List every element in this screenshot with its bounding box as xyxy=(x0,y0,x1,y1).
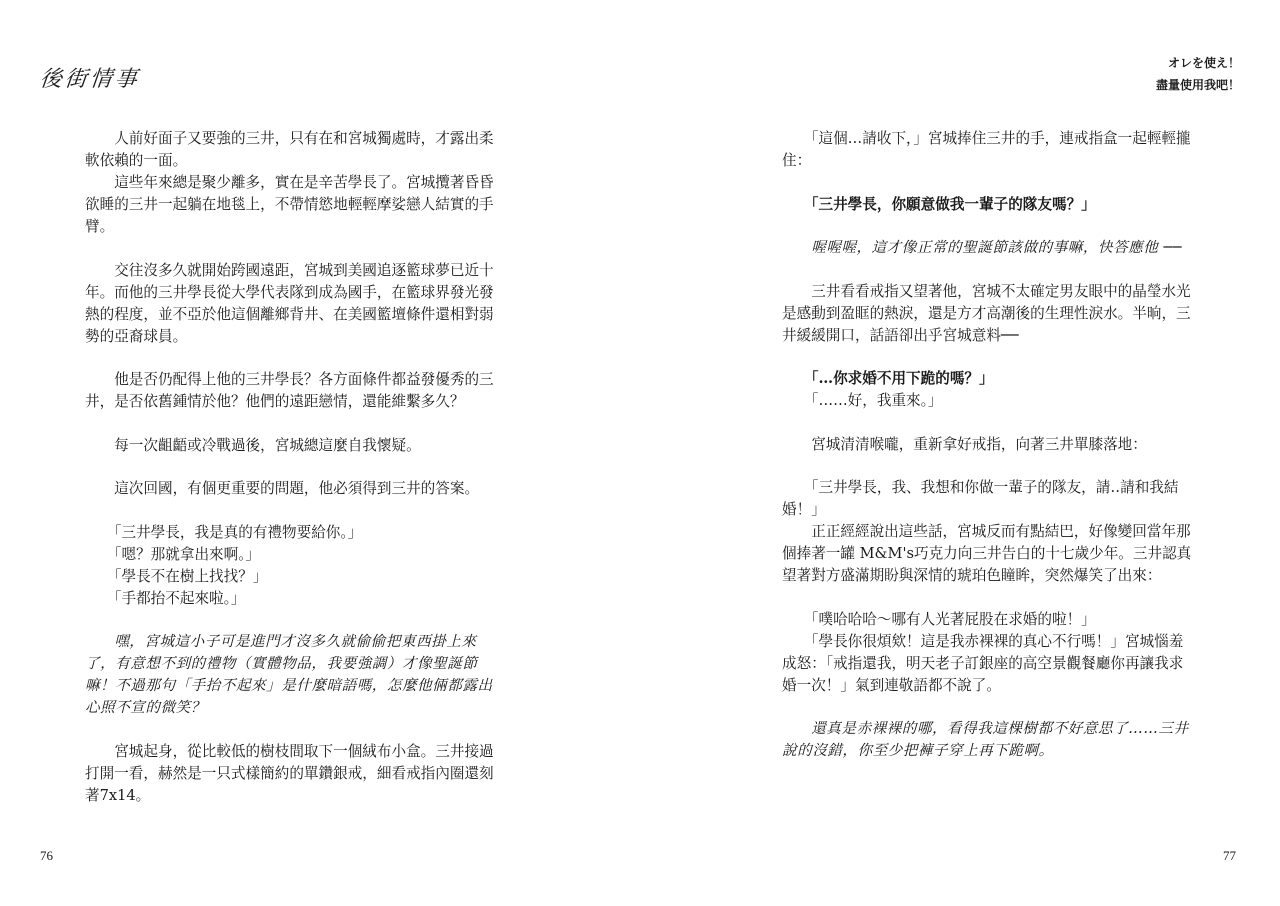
dialogue-line: 「三井學長，你願意做我一輩子的隊友嗎？」 xyxy=(803,195,1096,213)
paragraph: 交往沒多久就開始跨國遠距，宮城到美國追逐籃球夢已近十年。而他的三井學長從大學代表隊到成為國手，在籃球界發光發熱的程度，並不亞於他這個離鄉背井、在美國籃壇條件還相對弱勢的亞裔球員。 xyxy=(85,261,494,345)
dialogue-line: 「嗯？那就拿出來啊。」 xyxy=(106,545,261,563)
narrator-aside: 喔喔喔，這才像正常的聖誕節該做的事嘛，快答應他 ── xyxy=(811,239,1183,256)
header-chinese-title: 盡量使用我吧！ xyxy=(1155,78,1240,92)
book-logo: 後街情事 xyxy=(38,67,142,92)
right-page xyxy=(640,0,1280,906)
paragraph: 這次回國，有個更重要的問題，他必須得到三井的答案。 xyxy=(114,480,480,497)
paragraph: 宮城清清喉嚨，重新拿好戒指，向著三井單膝落地： xyxy=(811,435,1147,453)
paragraph: 三井看看戒指又望著他，宮城不太確定男友眼中的晶瑩水光是感動到盈眶的熱淚，還是方才高潮後的生理性淚水。半晌，三井緩緩開口，話語卻出乎宮城意料── xyxy=(782,282,1191,344)
dialogue-line: 「噗哈哈哈～哪有人光著屁股在求婚的啦！」 xyxy=(803,610,1096,628)
paragraph: 「這個…請收下，」宮城捧住三井的手，連戒指盒一起輕輕攏住： xyxy=(782,130,1191,169)
running-header xyxy=(1156,52,1240,96)
right-page-text xyxy=(782,128,1196,762)
dialogue-line: 「三井學長，我、我想和你做一輩子的隊友，請‥請和我結婚！」 xyxy=(782,479,1179,518)
dialogue-line: 「學長不在樹上找找？」 xyxy=(106,567,268,585)
paragraph: 正正經經說出這些話，宮城反而有點結巴，好像變回當年那個捧著一罐 M&M's巧克力向三井告白的十七歲少年。三井認真望著對方盛滿期盼與深情的琥珀色瞳眸，突然爆笑了出來： xyxy=(782,523,1192,584)
dialogue-line: 「三井學長，我是真的有禮物要給你。」 xyxy=(106,523,363,541)
paragraph: 每一次齟齬或冷戰過後，宮城總這麼自我懷疑。 xyxy=(114,436,421,454)
dialogue-line: 「手都抬不起來啦。」 xyxy=(106,589,246,607)
paragraph: 他是否仍配得上他的三井學長？各方面條件都益發優秀的三井，是否依舊鍾情於他？他們的遠距戀情，還能維繫多久？ xyxy=(85,371,494,410)
page-number: 77 xyxy=(1223,848,1236,863)
paragraph: 這些年來總是聚少離多，實在是辛苦學長了。宮城攬著昏昏欲睡的三井一起躺在地毯上，不帶情慾地輕輕摩娑戀人結實的手臂。 xyxy=(85,174,494,235)
dialogue-line: 「…你求婚不用下跪的嗎？」 xyxy=(803,370,994,387)
paragraph: 宮城起身，從比較低的樹枝間取下一個絨布小盒。三井接過打開一看，赫然是一只式樣簡約的單鑽銀戒，細看戒指內圈還刻著7x14。 xyxy=(85,742,494,804)
header-japanese-title: オレを使え！ xyxy=(1167,56,1240,70)
dialogue-line: 「……好，我重來。」 xyxy=(803,392,943,409)
page-number: 76 xyxy=(40,848,53,863)
paragraph: 人前好面子又要強的三井，只有在和宮城獨處時，才露出柔軟依賴的一面。 xyxy=(85,130,494,169)
dialogue-line: 「學長你很煩欸！這是我赤裸裸的真心不行嗎！」宮城惱羞成怒：「戒指還我，明天老子訂銀座的高空景觀餐廳你再讓我求婚一次！」氣到連敬語都不說了。 xyxy=(782,632,1184,694)
narrator-aside: 還真是赤裸裸的哪，看得我這棵樹都不好意思了……三井說的沒錯，你至少把褲子穿上再下跪啊。 xyxy=(782,720,1189,759)
narrator-aside: 嘿，宮城這小子可是進門才沒多久就偷偷把東西掛上來了，有意想不到的禮物（實體物品，我要強調）才像聖誕節嘛！不過那句「手抬不起來」是什麼暗語嗎，怎麼他倆都露出心照不宣的微笑？ xyxy=(85,633,493,716)
left-page-text xyxy=(85,128,499,807)
